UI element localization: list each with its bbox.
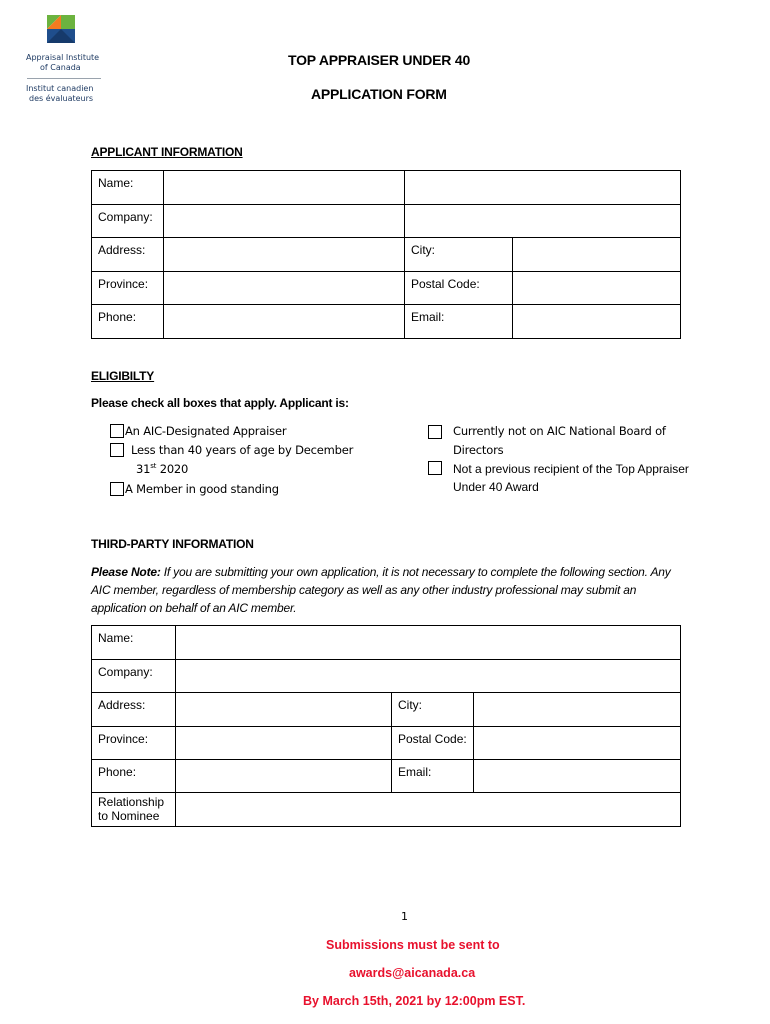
third-party-phone-field[interactable] — [176, 760, 392, 793]
note-label: Please Note: — [91, 565, 161, 579]
age-label: Less than 40 years of age by December — [131, 443, 354, 457]
applicant-name-field-ext[interactable] — [405, 171, 681, 205]
third-party-heading: THIRD-PARTY INFORMATION — [91, 537, 254, 551]
applicant-company-label: Company: — [92, 205, 164, 238]
previous-recipient-label: Not a previous recipient of the Top Appraiser — [453, 462, 689, 476]
applicant-postal-field[interactable] — [513, 272, 681, 305]
submission-deadline: By March 15th, 2021 by 12:00pm EST. — [303, 994, 526, 1008]
member-label: A Member in good standing — [125, 482, 279, 496]
board-checkbox[interactable] — [428, 425, 442, 439]
applicant-phone-label: Phone: — [92, 305, 164, 339]
logo-text-line1: Appraisal Institute — [26, 53, 100, 62]
logo-text-line4: des évaluateurs — [29, 94, 94, 103]
third-party-email-label: Email: — [392, 760, 474, 793]
designated-label: An AIC-Designated Appraiser — [125, 424, 287, 438]
applicant-email-field[interactable] — [513, 305, 681, 339]
eligibility-heading: ELIGIBILTY — [91, 369, 155, 383]
applicant-city-label: City: — [405, 238, 513, 272]
applicant-company-field[interactable] — [164, 205, 405, 238]
applicant-address-field[interactable] — [164, 238, 405, 272]
applicant-name-field[interactable] — [164, 171, 405, 205]
third-party-postal-label: Postal Code: — [392, 727, 474, 760]
relationship-label: Relationship to Nominee — [92, 793, 176, 827]
third-party-city-label: City: — [392, 693, 474, 727]
third-party-company-label: Company: — [92, 660, 176, 693]
eligibility-instruction: Please check all boxes that apply. Applicant is: — [91, 396, 349, 410]
designated-checkbox[interactable] — [110, 424, 124, 438]
applicant-city-field[interactable] — [513, 238, 681, 272]
page-number: 1 — [401, 910, 408, 923]
applicant-province-field[interactable] — [164, 272, 405, 305]
third-party-note: Please Note: If you are submitting your own application, it is not necessary to complete the following section. Any AIC member, regardless of membership category as well as any other industry professional may submit an application on behalf of an AIC member. — [91, 565, 671, 615]
submission-instruction: Submissions must be sent to — [326, 938, 500, 952]
aic-logo-icon — [47, 15, 75, 43]
third-party-postal-field[interactable] — [474, 727, 681, 760]
applicant-email-label: Email: — [405, 305, 513, 339]
logo-text-line3: Institut canadien — [26, 84, 94, 93]
member-checkbox[interactable] — [110, 482, 124, 496]
page-subtitle: APPLICATION FORM — [311, 86, 447, 102]
applicant-table — [91, 170, 681, 339]
previous-recipient-checkbox[interactable] — [428, 461, 442, 475]
third-party-phone-label: Phone: — [92, 760, 176, 793]
third-party-email-field[interactable] — [474, 760, 681, 793]
relationship-field[interactable] — [176, 793, 681, 827]
applicant-phone-field[interactable] — [164, 305, 405, 339]
third-party-city-field[interactable] — [474, 693, 681, 727]
third-party-name-field[interactable] — [176, 626, 681, 660]
applicant-heading: APPLICANT INFORMATION — [91, 145, 243, 159]
third-party-table — [91, 625, 681, 827]
age-checkbox[interactable] — [110, 443, 124, 457]
third-party-province-label: Province: — [92, 727, 176, 760]
previous-recipient-label-line2: Under 40 Award — [453, 480, 539, 494]
page-title: TOP APPRAISER UNDER 40 — [288, 52, 471, 68]
applicant-postal-label: Postal Code: — [405, 272, 513, 305]
submission-email-link[interactable]: awards@aicanada.ca — [349, 966, 476, 980]
board-label: Currently not on AIC National Board of — [453, 424, 666, 438]
age-date-label: 31st 2020 — [136, 462, 189, 476]
logo-text-line2: of Canada — [40, 63, 81, 72]
third-party-company-field[interactable] — [176, 660, 681, 693]
applicant-name-label: Name: — [92, 171, 164, 205]
applicant-address-label: Address: — [92, 238, 164, 272]
third-party-address-label: Address: — [92, 693, 176, 727]
board-label-line2: Directors — [453, 443, 504, 457]
third-party-province-field[interactable] — [176, 727, 392, 760]
third-party-name-label: Name: — [92, 626, 176, 660]
logo-divider — [27, 78, 101, 79]
applicant-province-label: Province: — [92, 272, 164, 305]
applicant-company-field-ext[interactable] — [405, 205, 681, 238]
third-party-address-field[interactable] — [176, 693, 392, 727]
